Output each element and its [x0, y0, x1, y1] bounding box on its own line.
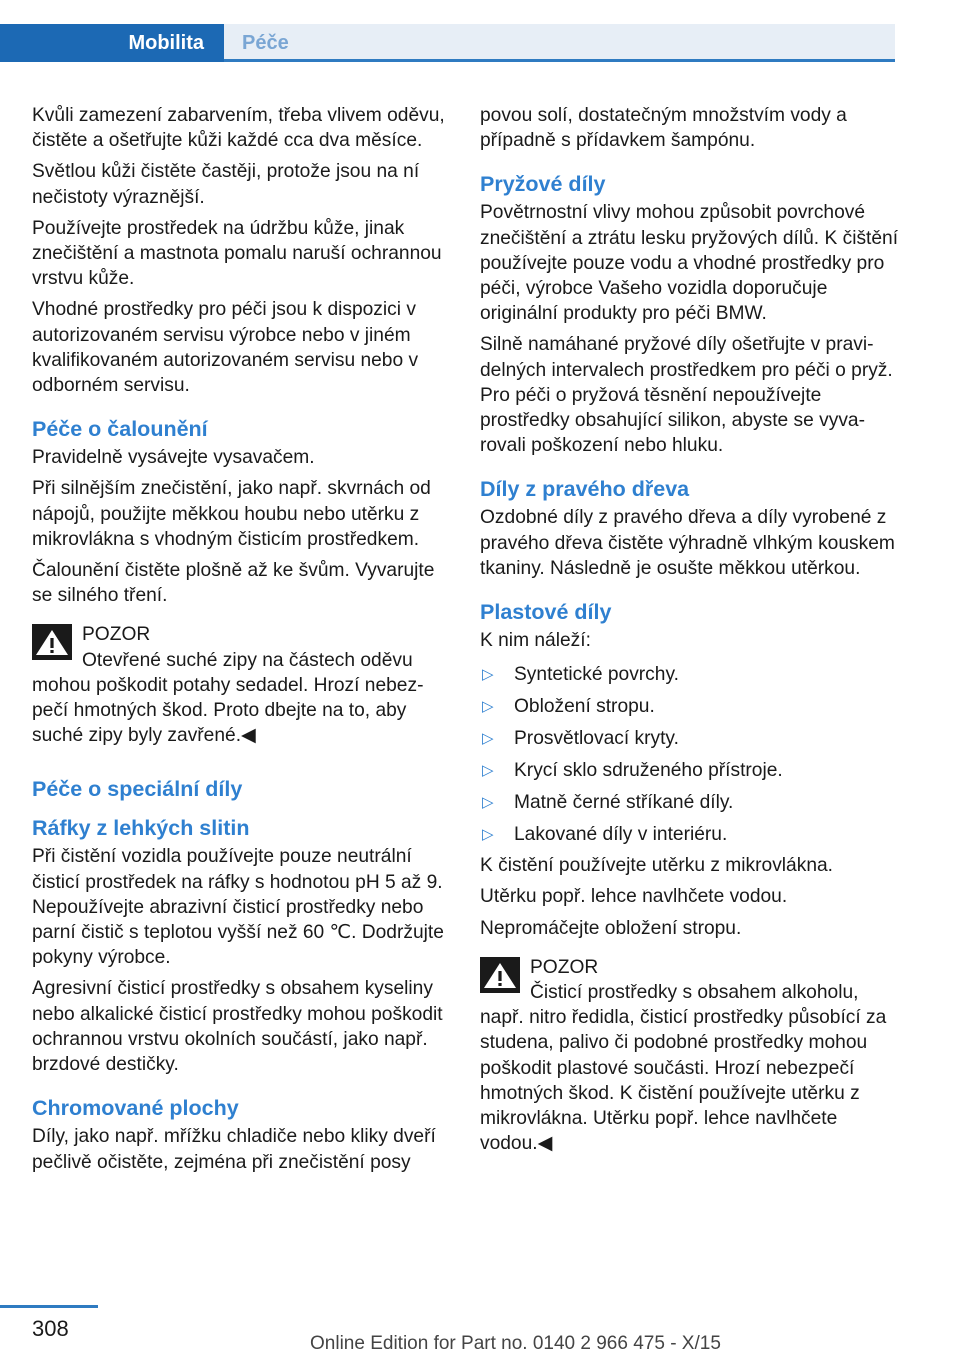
paragraph: Agresivní čisticí prostředky s obsahem kyseliny nebo alkalické čisticí prostředky mohou poškodit ochrannou vrstvu okolních součástí, jako např. brzdové destičky. — [32, 978, 443, 1076]
warning-triangle-icon — [480, 957, 520, 993]
warning-block — [32, 622, 452, 748]
list-item: ▷ Obložení stropu. — [480, 691, 900, 723]
warning-text: Otevřené suché zipy na částech oděvu — [82, 649, 413, 671]
list-item: ▷ Matně černé stříkané díly. — [480, 787, 900, 819]
page-number: 308 — [32, 1316, 69, 1341]
bullet-triangle-icon: ▷ — [482, 794, 494, 812]
paragraph: Pravidelně vysávejte vysavačem. — [32, 447, 315, 469]
bullet-triangle-icon: ▷ — [482, 666, 494, 684]
warning-title: POZOR — [82, 624, 151, 646]
bullet-triangle-icon: ▷ — [482, 730, 494, 748]
warning-text: mohou poškodit potahy sedadel. Hrozí nebezpečí hmotných škod. Proto dbejte na to, aby suché zipy byly zavřené.◀ — [32, 674, 424, 747]
heading-alloy-rims: Ráfky z lehkých slitin — [32, 816, 250, 841]
warning-block — [480, 955, 900, 1157]
paragraph: Používejte prostředek na údržbu kůže, jinak znečištění a mastnota pomalu naruší ochrannou vrstvu kůže. — [32, 217, 442, 290]
warning-title: POZOR — [530, 956, 599, 978]
page-number-rule — [0, 1305, 98, 1308]
list-item: ▷ Krycí sklo sdruženého přístroje. — [480, 755, 900, 787]
right-column — [480, 103, 900, 1162]
edition-footer: Online Edition for Part no. 0140 2 966 475 - X/15 — [310, 1333, 721, 1354]
paragraph: Kvůli zamezení zabarvením, třeba vlivem oděvu, čistěte a ošetřujte kůži každé cca dva měsíce. — [32, 105, 445, 152]
paragraph: povou solí, dostatečným množstvím vody a případně s přídavkem šampónu. — [480, 105, 847, 152]
header-tabs — [0, 0, 895, 62]
warning-triangle-icon — [32, 624, 72, 660]
paragraph: Čalounění čistěte plošně až ke švům. Vyvarujte se silného tření. — [32, 560, 435, 607]
tab-pece[interactable]: Péče — [224, 24, 895, 62]
heading-real-wood-parts: Díly z pravého dřeva — [480, 477, 690, 502]
heading-special-parts-care: Péče o speciální díly — [32, 777, 243, 802]
warning-text: např. nitro ředidla, čisticí prostředky působící za studena, palivo či podobné prostředky mohou poškodit plastové součásti. Hrozí nebezpečí hmotných škod. K čistění používejte utěrku z mikrovlákna. Utěrku popř. lehce navlhčete vodou.◀ — [480, 1007, 887, 1155]
paragraph: Nepromáčejte obložení stropu. — [480, 917, 742, 939]
list-item: ▷ Lakované díly v interiéru. — [480, 819, 900, 851]
paragraph: Při čistění vozidla používejte pouze neutrální čisticí prostředek na ráfky s hodnotou pH 5 až 9. Nepoužívejte abrazivní čisticí prostředky nebo parní čistič s teplotou vyšší než 60 ℃. Dodržujte pokyny výrobce. — [32, 846, 444, 969]
tab-underline — [224, 59, 895, 62]
paragraph: Světlou kůži čistěte častěji, protože jsou na ní nečistoty výraznější. — [32, 161, 420, 208]
bullet-triangle-icon: ▷ — [482, 698, 494, 716]
paragraph: K čistění používejte utěrku z mikrovlákna. — [480, 855, 833, 877]
bullet-triangle-icon: ▷ — [482, 762, 494, 780]
paragraph: Povětrnostní vlivy mohou způsobit povrchové znečištění a ztrátu lesku pryžových dílů. K čištění používejte pouze vodu a vhodné prostředky pro péči, výrobce Vašeho vozidla doporučuje originální produkty pro péči BMW. — [480, 202, 899, 325]
heading-chrome-surfaces: Chromované plochy — [32, 1096, 239, 1121]
heading-upholstery-care: Péče o čalounění — [32, 417, 208, 442]
left-column — [32, 103, 452, 1181]
list-item: ▷ Syntetické povrchy. — [480, 659, 900, 691]
paragraph: Ozdobné díly z pravého dřeva a díly vyrobené z pravého dřeva čistěte výhradně vlhkým kouskem tkaniny. Následně je osušte měkkou utěrkou. — [480, 507, 895, 579]
heading-plastic-parts: Plastové díly — [480, 600, 612, 625]
tab-mobilita[interactable]: Mobilita — [0, 24, 224, 62]
bullet-list — [480, 659, 900, 851]
list-item: ▷ Prosvětlovací kryty. — [480, 723, 900, 755]
paragraph: Vhodné prostředky pro péči jsou k dispozici v autorizovaném servisu výrobce nebo v jiném kvalifikovaném autorizovaném servisu nebo v odborném servisu. — [32, 299, 419, 397]
heading-rubber-parts: Pryžové díly — [480, 172, 606, 197]
paragraph: Při silnějším znečistění, jako např. skvrnách od nápojů, použijte měkkou houbu nebo utěrku z mikrovlákna s vhodným čisticím prostředkem. — [32, 478, 431, 550]
paragraph: K nim náleží: — [480, 630, 591, 652]
paragraph: Díly, jako např. mřížku chladiče nebo kliky dveří pečlivě očistěte, zejména při znečistění posy — [32, 1126, 436, 1173]
warning-text: Čisticí prostředky s obsahem alkoholu, — [530, 982, 859, 1004]
paragraph: Utěrku popř. lehce navlhčete vodou. — [480, 886, 788, 908]
paragraph: Silně namáhané pryžové díly ošetřujte v pravidelných intervalech prostředkem pro péči o pryž. Pro péči o pryžová těsnění nepoužívejte prostředky obsahující silikon, abyste se vyvarovali poškození nebo hluku. — [480, 334, 893, 457]
bullet-triangle-icon: ▷ — [482, 826, 494, 844]
